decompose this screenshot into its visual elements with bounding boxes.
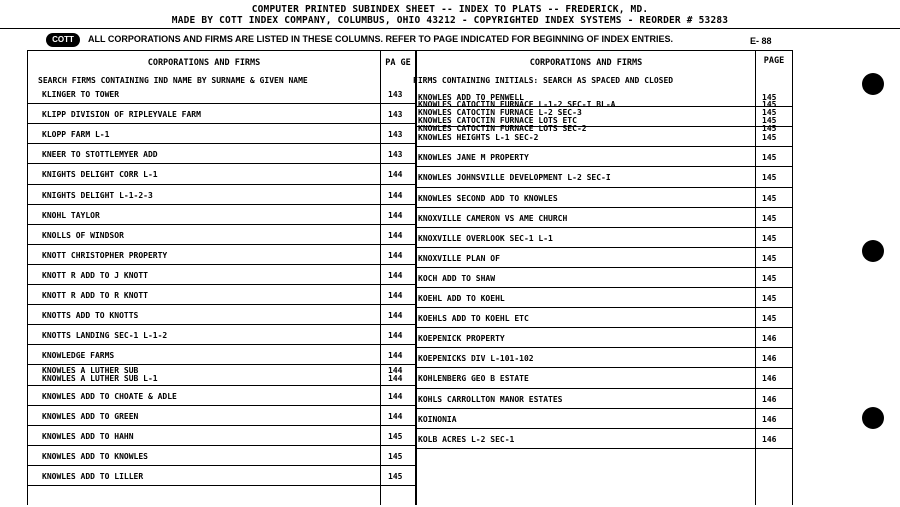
right-entry-name: KNOWLES CATOCTIN FURNACE L-1-2 SEC-I BL-A	[418, 100, 616, 110]
left-entry-page: 144	[388, 250, 403, 260]
right-entry-page: 146	[762, 434, 777, 444]
left-entry-page: 144	[388, 366, 403, 376]
right-entry-name: KOINONIA	[418, 414, 457, 424]
row-rule	[28, 304, 415, 305]
left-entry-name: KNIGHTS DELIGHT L-1-2-3	[42, 190, 153, 200]
row-rule	[28, 204, 415, 205]
right-entry-page: 146	[762, 354, 777, 364]
left-entry-name: KNOWLEDGE FARMS	[42, 351, 115, 361]
left-entry-page: 144	[388, 170, 403, 180]
right-heading: CORPORATIONS AND FIRMS	[529, 58, 643, 68]
right-entry-page: 145	[762, 153, 777, 163]
row-rule	[28, 385, 415, 386]
row-rule	[28, 465, 415, 466]
header-rule	[0, 28, 900, 29]
right-entry-page: 146	[762, 394, 777, 404]
left-entry-page: 143	[388, 130, 403, 140]
left-entry-page: 144	[388, 190, 403, 200]
punch-hole	[862, 407, 884, 429]
center-divider	[415, 50, 417, 505]
row-rule	[417, 408, 792, 409]
row-rule	[417, 146, 792, 147]
left-entry-name: KNIGHTS DELIGHT CORR L-1	[42, 170, 158, 180]
right-entry-name: KNOWLES ADD TO PENWELL	[418, 93, 524, 103]
right-entry-page: 145	[762, 213, 777, 223]
row-rule	[417, 367, 792, 368]
left-entry-name: KNOWLES ADD TO LILLER	[42, 471, 144, 481]
cott-logo: COTT	[46, 33, 80, 47]
left-entry-page: 143	[388, 110, 403, 120]
row-rule	[28, 103, 415, 104]
left-entry-name: KNOHL TAYLOR	[42, 210, 100, 220]
row-rule	[417, 327, 792, 328]
right-entry-name: KOEHLS ADD TO KOEHL ETC	[418, 314, 529, 324]
row-rule	[417, 347, 792, 348]
row-rule	[417, 307, 792, 308]
row-rule	[28, 284, 415, 285]
right-entry-page: 146	[762, 334, 777, 344]
right-entry-page: 145	[762, 108, 777, 118]
left-border	[27, 50, 28, 505]
right-subheading: FIRMS CONTAINING INITIALS: SEARCH AS SPACED AND CLOSED	[413, 76, 674, 85]
right-entry-page: 145	[762, 294, 777, 304]
left-entry-page: 144	[388, 230, 403, 240]
left-entry-name: KNOTT R ADD TO J KNOTT	[42, 270, 148, 280]
left-entry-name: KNOLLS OF WINDSOR	[42, 230, 124, 240]
right-entry-name: KNOWLES JOHNSVILLE DEVELOPMENT L-2 SEC-I	[418, 173, 611, 183]
right-entry-name: KNOXVILLE CAMERON VS AME CHURCH	[418, 213, 568, 223]
row-rule	[417, 187, 792, 188]
right-entry-page: 146	[762, 414, 777, 424]
right-entry-name: KOCH ADD TO SHAW	[418, 273, 496, 283]
left-entry-name: KNEER TO STOTTLEMYER ADD	[42, 150, 158, 160]
left-entry-page: 144	[388, 291, 403, 301]
notice-text: ALL CORPORATIONS AND FIRMS ARE LISTED IN THESE COLUMNS. REFER TO PAGE INDICATED FOR BEGINNING OF INDEX ENTRIES.	[88, 34, 674, 44]
left-entry-page: 144	[388, 391, 403, 401]
right-page-heading: PAGE	[763, 56, 785, 66]
left-entry-page: 144	[388, 374, 403, 384]
right-entry-page: 145	[762, 273, 777, 283]
left-entry-page: 143	[388, 150, 403, 160]
right-page-divider	[755, 50, 756, 505]
left-entry-name: KLOPP FARM L-1	[42, 130, 110, 140]
left-entry-name: KNOTTS LANDING SEC-1 L-1-2	[42, 331, 168, 341]
right-border	[792, 50, 793, 505]
left-entry-page: 144	[388, 331, 403, 341]
right-entry-name: KOEPENICK PROPERTY	[418, 334, 505, 344]
header-line-2: MADE BY COTT INDEX COMPANY, COLUMBUS, OHIO 43212 - COPYRIGHTED INDEX SYSTEMS - REORDER # 53283	[171, 15, 729, 26]
left-entry-name: KNOWLES A LUTHER SUB L-1	[42, 374, 158, 384]
left-entry-name: KNOTT R ADD TO R KNOTT	[42, 291, 148, 301]
row-rule	[28, 324, 415, 325]
right-entry-name: KOEPENICKS DIV L-101-102	[418, 354, 534, 364]
left-entry-page: 144	[388, 311, 403, 321]
punch-hole	[862, 240, 884, 262]
header-line-1: COMPUTER PRINTED SUBINDEX SHEET -- INDEX TO PLATS -- FREDERICK, MD.	[251, 4, 649, 15]
right-entry-page: 145	[762, 133, 777, 143]
row-rule	[28, 184, 415, 185]
row-rule	[28, 485, 415, 486]
right-entry-page: 145	[762, 173, 777, 183]
left-subheading: SEARCH FIRMS CONTAINING IND NAME BY SURNAME & GIVEN NAME	[38, 76, 308, 85]
left-entry-page: 143	[388, 90, 403, 100]
left-entry-page: 144	[388, 210, 403, 220]
left-entry-name: KNOWLES ADD TO GREEN	[42, 411, 139, 421]
row-rule	[28, 364, 415, 365]
right-entry-page: 145	[762, 124, 777, 134]
row-rule	[417, 247, 792, 248]
row-rule	[417, 227, 792, 228]
table-top-rule	[27, 50, 793, 51]
right-entry-page: 145	[762, 193, 777, 203]
right-entry-name: KOEHL ADD TO KOEHL	[418, 294, 505, 304]
right-entry-page: 145	[762, 233, 777, 243]
row-rule	[28, 244, 415, 245]
row-rule	[28, 425, 415, 426]
left-entry-page: 144	[388, 270, 403, 280]
left-entry-page: 145	[388, 451, 403, 461]
row-rule	[417, 448, 792, 449]
right-entry-page: 145	[762, 116, 777, 126]
left-entry-name: KNOWLES ADD TO HAHN	[42, 431, 134, 441]
left-heading: CORPORATIONS AND FIRMS	[147, 58, 261, 68]
right-entry-name: KOLB ACRES L-2 SEC-1	[418, 434, 515, 444]
row-rule	[28, 163, 415, 164]
left-entry-page: 145	[388, 431, 403, 441]
right-entry-name: KOHLS CARROLLTON MANOR ESTATES	[418, 394, 563, 404]
right-entry-name: KNOWLES CATOCTIN FURNACE L-2 SEC-3	[418, 108, 582, 118]
row-rule	[28, 123, 415, 124]
left-entry-name: KNOWLES ADD TO CHOATE & ADLE	[42, 391, 177, 401]
row-rule	[417, 428, 792, 429]
row-rule	[417, 287, 792, 288]
right-entry-name: KNOWLES HEIGHTS L-1 SEC-2	[418, 133, 539, 143]
left-entry-name: KLIPP DIVISION OF RIPLEYVALE FARM	[42, 110, 201, 120]
sheet-id: E- 88	[750, 36, 772, 46]
left-entry-name: KNOTT CHRISTOPHER PROPERTY	[42, 250, 168, 260]
right-entry-page: 145	[762, 93, 777, 103]
row-rule	[417, 388, 792, 389]
row-rule	[28, 264, 415, 265]
left-page-heading: PA GE	[385, 58, 411, 68]
right-entry-page: 145	[762, 253, 777, 263]
punch-hole	[862, 73, 884, 95]
right-entry-page: 146	[762, 374, 777, 384]
right-entry-page: 145	[762, 100, 777, 110]
row-rule	[417, 207, 792, 208]
row-rule	[28, 445, 415, 446]
right-entry-name: KNOXVILLE PLAN OF	[418, 253, 500, 263]
row-rule	[28, 224, 415, 225]
row-rule	[28, 143, 415, 144]
left-entry-name: KNOWLES ADD TO KNOWLES	[42, 451, 148, 461]
right-entry-name: KOHLENBERG GEO B ESTATE	[418, 374, 529, 384]
right-entry-name: KNOWLES CATOCTIN FURNACE LOTS SEC-2	[418, 124, 587, 134]
left-page-divider	[380, 50, 381, 505]
left-entry-page: 144	[388, 351, 403, 361]
right-entry-name: KNOWLES JANE M PROPERTY	[418, 153, 529, 163]
row-rule	[417, 267, 792, 268]
left-entry-page: 145	[388, 471, 403, 481]
right-entry-page: 145	[762, 314, 777, 324]
left-entry-name: KNOWLES A LUTHER SUB	[42, 366, 139, 376]
right-entry-name: KNOWLES SECOND ADD TO KNOWLES	[418, 193, 558, 203]
row-rule	[417, 166, 792, 167]
right-entry-name: KNOWLES CATOCTIN FURNACE LOTS ETC	[418, 116, 577, 126]
row-rule	[28, 405, 415, 406]
left-entry-page: 144	[388, 411, 403, 421]
left-entry-name: KLINGER TO TOWER	[42, 90, 120, 100]
row-rule	[28, 344, 415, 345]
left-entry-name: KNOTTS ADD TO KNOTTS	[42, 311, 139, 321]
right-entry-name: KNOXVILLE OVERLOOK SEC-1 L-1	[418, 233, 553, 243]
